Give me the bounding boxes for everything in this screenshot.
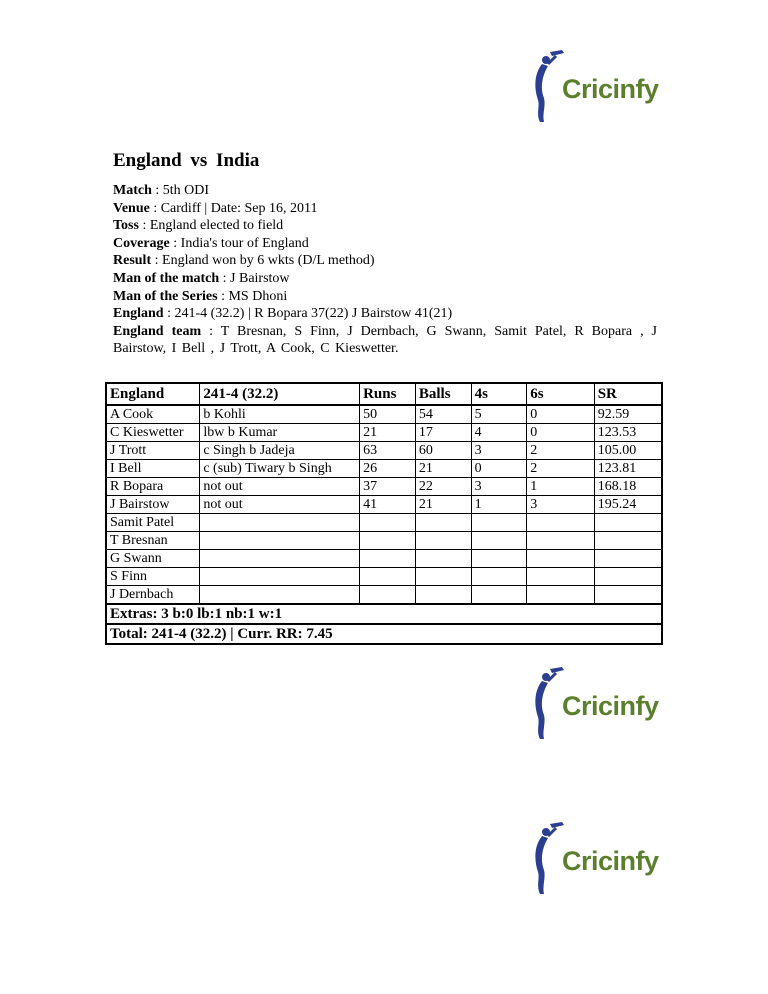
logo-text: Cricinfy xyxy=(562,846,659,876)
table-cell xyxy=(594,550,662,568)
table-cell xyxy=(594,514,662,532)
table-cell xyxy=(527,586,594,605)
table-cell xyxy=(594,532,662,550)
result-line: Result : England won by 6 wkts (D/L method) xyxy=(113,253,375,269)
table-cell: G Swann xyxy=(106,550,200,568)
table-row xyxy=(106,532,662,550)
table-cell xyxy=(360,568,416,586)
table-cell xyxy=(360,550,416,568)
table-row xyxy=(106,460,662,478)
table-cell: S Finn xyxy=(106,568,200,586)
column-header: 6s xyxy=(527,383,594,405)
table-cell: 195.24 xyxy=(594,496,662,514)
table-cell: 21 xyxy=(360,424,416,442)
table-cell xyxy=(200,568,360,586)
table-cell xyxy=(415,532,471,550)
column-header: 241-4 (32.2) xyxy=(200,383,360,405)
table-cell: 123.81 xyxy=(594,460,662,478)
table-cell: R Bopara xyxy=(106,478,200,496)
table-cell xyxy=(471,550,527,568)
table-cell: 3 xyxy=(527,496,594,514)
total-row xyxy=(106,624,662,644)
table-cell xyxy=(360,532,416,550)
table-cell: T Bresnan xyxy=(106,532,200,550)
table-cell: 54 xyxy=(415,405,471,424)
england-team-line: England team : T Bresnan, S Finn, J Dernbach, G Swann, Samit Patel, R Bopara , J Bairstow, I Bell , J Trott, A Cook, C Kieswetter. xyxy=(113,323,657,357)
column-header: 4s xyxy=(471,383,527,405)
table-cell xyxy=(527,550,594,568)
table-cell: 1 xyxy=(527,478,594,496)
table-cell xyxy=(415,550,471,568)
table-cell: c Singh b Jadeja xyxy=(200,442,360,460)
table-cell: 105.00 xyxy=(594,442,662,460)
table-cell: 22 xyxy=(415,478,471,496)
table-cell xyxy=(527,568,594,586)
scorecard-table xyxy=(105,382,663,645)
table-row xyxy=(106,514,662,532)
table-row xyxy=(106,424,662,442)
table-row xyxy=(106,442,662,460)
table-cell xyxy=(471,586,527,605)
cricinfy-logo xyxy=(520,820,660,900)
table-cell: I Bell xyxy=(106,460,200,478)
table-cell: Samit Patel xyxy=(106,514,200,532)
table-cell: 41 xyxy=(360,496,416,514)
table-cell xyxy=(471,568,527,586)
total-cell: Total: 241-4 (32.2) | Curr. RR: 7.45 xyxy=(106,624,662,644)
table-cell: 4 xyxy=(471,424,527,442)
table-cell: 21 xyxy=(415,460,471,478)
table-cell: not out xyxy=(200,478,360,496)
table-cell xyxy=(360,514,416,532)
table-cell xyxy=(527,514,594,532)
match-line: Match : 5th ODI xyxy=(113,183,210,198)
table-cell xyxy=(200,514,360,532)
table-cell xyxy=(200,550,360,568)
table-cell xyxy=(200,532,360,550)
table-cell: J Dernbach xyxy=(106,586,200,605)
table-cell: 5 xyxy=(471,405,527,424)
table-cell: 3 xyxy=(471,442,527,460)
table-cell: 17 xyxy=(415,424,471,442)
table-cell: 50 xyxy=(360,405,416,424)
table-cell: c (sub) Tiwary b Singh xyxy=(200,460,360,478)
extras-cell: Extras: 3 b:0 lb:1 nb:1 w:1 xyxy=(106,604,662,624)
table-cell xyxy=(594,568,662,586)
table-cell xyxy=(471,532,527,550)
table-cell: J Trott xyxy=(106,442,200,460)
table-cell: 0 xyxy=(527,424,594,442)
page-title: England vs India xyxy=(113,150,260,171)
table-cell: 0 xyxy=(527,405,594,424)
table-cell xyxy=(594,586,662,605)
table-row xyxy=(106,496,662,514)
column-header: England xyxy=(106,383,200,405)
column-header: Runs xyxy=(360,383,416,405)
coverage-line: Coverage : India's tour of England xyxy=(113,235,309,251)
table-cell: 1 xyxy=(471,496,527,514)
match-info xyxy=(113,182,657,358)
table-cell: b Kohli xyxy=(200,405,360,424)
extras-row xyxy=(106,604,662,624)
table-cell xyxy=(415,586,471,605)
table-cell: C Kieswetter xyxy=(106,424,200,442)
table-cell xyxy=(471,514,527,532)
england-score-line: England : 241-4 (32.2) | R Bopara 37(22) J Bairstow 41(21) xyxy=(113,306,453,322)
table-row xyxy=(106,405,662,424)
table-cell: 0 xyxy=(471,460,527,478)
table-cell: not out xyxy=(200,496,360,514)
column-header: Balls xyxy=(415,383,471,405)
table-cell: 21 xyxy=(415,496,471,514)
table-cell: A Cook xyxy=(106,405,200,424)
table-cell xyxy=(415,514,471,532)
table-header-row xyxy=(106,383,662,405)
table-cell: 123.53 xyxy=(594,424,662,442)
table-cell xyxy=(527,532,594,550)
logo-text: Cricinfy xyxy=(562,74,659,104)
table-cell: 63 xyxy=(360,442,416,460)
table-cell xyxy=(200,586,360,605)
column-header: SR xyxy=(594,383,662,405)
man-of-match-line: Man of the match : J Bairstow xyxy=(113,270,290,286)
cricinfy-logo xyxy=(520,665,660,745)
man-of-series-line: Man of the Series : MS Dhoni xyxy=(113,288,288,304)
table-cell: lbw b Kumar xyxy=(200,424,360,442)
toss-line: Toss : England elected to field xyxy=(113,218,284,234)
table-cell: J Bairstow xyxy=(106,496,200,514)
table-cell: 60 xyxy=(415,442,471,460)
table-cell: 92.59 xyxy=(594,405,662,424)
table-cell: 2 xyxy=(527,460,594,478)
table-row xyxy=(106,568,662,586)
table-row xyxy=(106,586,662,605)
table-cell: 37 xyxy=(360,478,416,496)
table-cell: 2 xyxy=(527,442,594,460)
table-cell xyxy=(360,586,416,605)
table-cell: 168.18 xyxy=(594,478,662,496)
table-row xyxy=(106,478,662,496)
logo-text: Cricinfy xyxy=(562,691,659,721)
table-cell: 26 xyxy=(360,460,416,478)
cricinfy-logo xyxy=(520,48,660,128)
venue-line: Venue : Cardiff | Date: Sep 16, 2011 xyxy=(113,200,318,216)
table-cell xyxy=(415,568,471,586)
table-cell: 3 xyxy=(471,478,527,496)
table-row xyxy=(106,550,662,568)
